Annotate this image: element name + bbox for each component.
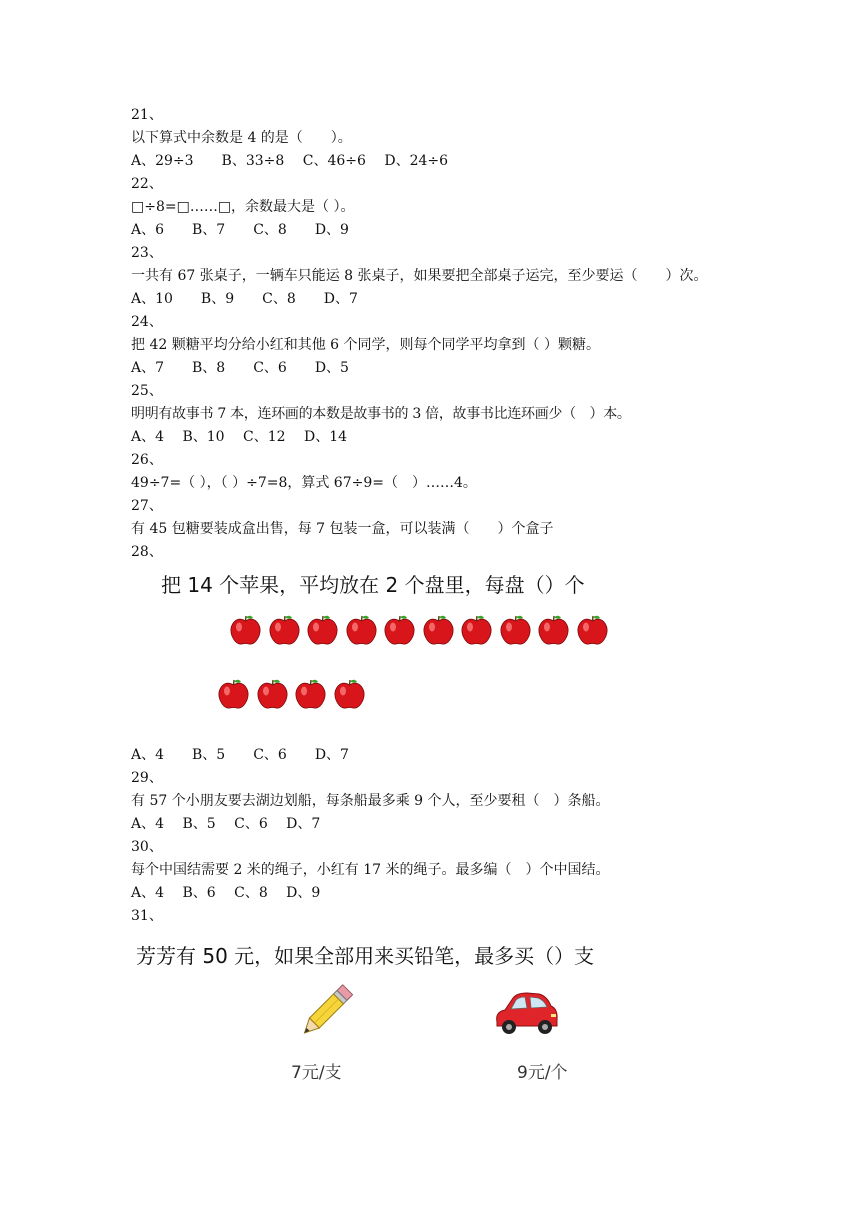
figure-title: 把 14 个苹果，平均放在 2 个盘里，每盘（）个: [161, 573, 585, 597]
question-options: A、6 B、7 C、8 D、9: [131, 222, 349, 238]
question-options: A、4 B、6 C、8 D、9: [131, 885, 321, 901]
question-number: 27、: [131, 498, 163, 514]
question-options: A、7 B、8 C、6 D、5: [131, 360, 349, 376]
question-number: 23、: [131, 245, 163, 261]
car-price: 9元/个: [517, 1063, 568, 1083]
question-number: 21、: [131, 107, 163, 123]
pencil-price: 7元/支: [291, 1063, 342, 1083]
question-text: □÷8=□……□，余数最大是（ ）。: [131, 199, 355, 215]
question-text: 有 45 包糖要装成盒出售，每 7 包装一盒，可以装满（ ）个盒子: [131, 521, 554, 537]
question-number: 22、: [131, 176, 163, 192]
apple-icon: [422, 614, 455, 646]
question-options: A、4 B、5 C、6 D、7: [131, 747, 349, 763]
apple-figure: [131, 564, 751, 744]
apple-icon: [229, 614, 262, 646]
question-number: 24、: [131, 314, 163, 330]
apple-icon: [217, 678, 250, 710]
question-options: A、4 B、5 C、6 D、7: [131, 816, 321, 832]
apple-icon: [499, 614, 532, 646]
apple-icon: [460, 614, 493, 646]
question-text: 明明有故事书 7 本，连环画的本数是故事书的 3 倍，故事书比连环画少（ ）本。: [131, 406, 631, 422]
apple-icon: [576, 614, 609, 646]
apple-icon: [537, 614, 570, 646]
apple-icon: [256, 678, 289, 710]
question-text: 把 42 颗糖平均分给小红和其他 6 个同学，则每个同学平均拿到（ ）颗糖。: [131, 337, 600, 353]
apple-icon: [345, 614, 378, 646]
apple-icon: [306, 614, 339, 646]
question-options: A、4 B、10 C、12 D、14: [131, 429, 348, 445]
question-text: 每个中国结需要 2 米的绳子，小红有 17 米的绳子。最多编（ ）个中国结。: [131, 862, 610, 878]
question-options: A、10 B、9 C、8 D、7: [131, 291, 358, 307]
apple-icon: [294, 678, 327, 710]
shopping-figure: [131, 928, 751, 1098]
document-page: [131, 104, 751, 1098]
question-text: 49÷7=（ ），（ ）÷7=8，算式 67÷9=（ ）……4。: [131, 475, 477, 491]
question-number: 28、: [131, 544, 163, 560]
question-text: 有 57 个小朋友要去湖边划船，每条船最多乘 9 个人，至少要租（ ）条船。: [131, 793, 610, 809]
question-number: 29、: [131, 770, 163, 786]
question-text: 一共有 67 张桌子，一辆车只能运 8 张桌子，如果要把全部桌子运完，至少要运（ ）次。: [131, 268, 708, 284]
apple-icon: [268, 614, 301, 646]
question-number: 26、: [131, 452, 163, 468]
apple-icon: [333, 678, 366, 710]
apple-icon: [383, 614, 416, 646]
question-text: 以下算式中余数是 4 的是（ ）。: [131, 130, 352, 146]
question-options: A、29÷3 B、33÷8 C、46÷6 D、24÷6: [131, 153, 449, 169]
question-number: 31、: [131, 908, 163, 924]
pencil-icon: [293, 978, 357, 1044]
figure-title: 芳芳有 50 元，如果全部用来买铅笔，最多买（）支: [136, 944, 595, 968]
question-number: 25、: [131, 383, 163, 399]
car-icon: [491, 988, 561, 1038]
question-number: 30、: [131, 839, 163, 855]
